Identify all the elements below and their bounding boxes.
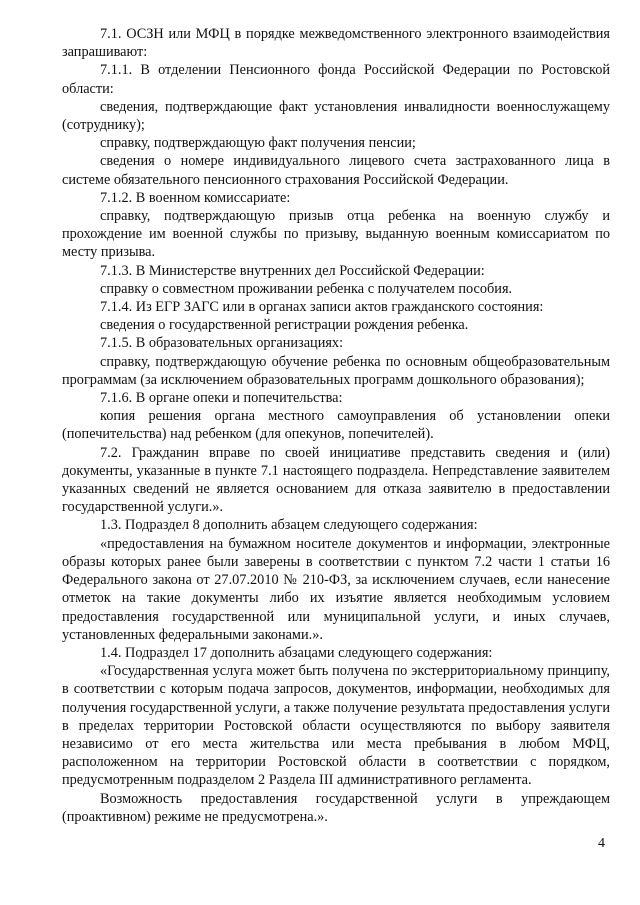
- paragraph-1-4: 1.4. Подраздел 17 дополнить абзацами следующего содержания:: [100, 644, 493, 661]
- paragraph-proactive-mode: Возможность предоставления государственной услуги в упреждающем (проактивном) режиме не предусмотрена.».: [62, 790, 610, 825]
- paragraph-7-1-4: 7.1.4. Из ЕГР ЗАГС или в органах записи актов гражданского состояния:: [100, 299, 544, 316]
- paragraph-pension-certificate: справку, подтверждающую факт получения пенсии;: [100, 135, 416, 152]
- paragraph-birth-registration: сведения о государственной регистрации рождения ребенка.: [100, 317, 469, 334]
- page-number: 4: [598, 836, 605, 851]
- paragraph-guardianship: копия решения органа местного самоуправления об установлении опеки (попечительства) над ребенком (для опекунов, попечителей).: [62, 408, 610, 443]
- paragraph-7-1-5: 7.1.5. В образовательных организациях:: [100, 335, 344, 352]
- paragraph-extraterritorial: «Государственная услуга может быть получена по экстерриториальному принципу, в соответствии с которым подача запросов, документов, информации, необходимых для получения государственной услуги, а также получение результата предоставления услуги в пределах территории Ростовской области осуществляются по выбору заявителя независимо от его места жительства или места пребывания в любом МФЦ, расположенном на территории Ростовской области в соответствии с порядком, предусмотренным подразделом 2 Раздела III административного регламента.: [62, 663, 610, 789]
- paragraph-paper-documents: «предоставления на бумажном носителе документов и информации, электронные образы которых ранее были заверены в соответствии с пунктом 7.2 части 1 статьи 16 Федерального закона от 27.07.2010 № 210-ФЗ, за исключением случаев, если нанесение отметок на такие документы либо их изъятие является необходимым условием предоставления государственной или муниципальной услуги, и иных случаев, установленных федеральными законами.».: [62, 535, 610, 643]
- paragraph-education: справку, подтверждающую обучение ребенка по основным общеобразовательным программам (за исключением образовательных программ дошкольного образования);: [62, 353, 610, 388]
- paragraph-military-service: справку, подтверждающую призыв отца ребенка на военную службу и прохождение им военной службы по призыву, выданную военным комиссариатом по месту призыва.: [62, 208, 610, 261]
- paragraph-disability-info: сведения, подтверждающие факт установления инвалидности военнослужащему (сотруднику);: [62, 98, 610, 134]
- paragraph-7-1-3: 7.1.3. В Министерстве внутренних дел Российской Федерации:: [100, 262, 485, 279]
- paragraph-7-1-6: 7.1.6. В органе опеки и попечительства:: [100, 390, 343, 407]
- document-body: [62, 25, 610, 826]
- paragraph-7-1-1: 7.1.1. В отделении Пенсионного фонда Российской Федерации по Ростовской области:: [62, 62, 610, 97]
- paragraph-7-2: 7.2. Гражданин вправе по своей инициативе представить сведения и (или) документы, указанные в пункте 7.1 настоящего подраздела. Непредставление заявителем указанных сведений не является основанием для отказа заявителю в предоставлении государственной услуги.».: [62, 444, 610, 516]
- paragraph-cohabitation: справку о совместном проживании ребенка с получателем пособия.: [100, 280, 513, 297]
- paragraph-personal-account: сведения о номере индивидуального лицевого счета застрахованного лица в системе обязательного пенсионного страхования Российской Федерации.: [62, 153, 610, 188]
- paragraph-7-1: 7.1. ОСЗН или МФЦ в порядке межведомственного электронного взаимодействия запрашивают:: [62, 26, 610, 61]
- paragraph-1-3: 1.3. Подраздел 8 дополнить абзацем следующего содержания:: [100, 517, 478, 534]
- paragraph-7-1-2: 7.1.2. В военном комиссариате:: [100, 189, 291, 206]
